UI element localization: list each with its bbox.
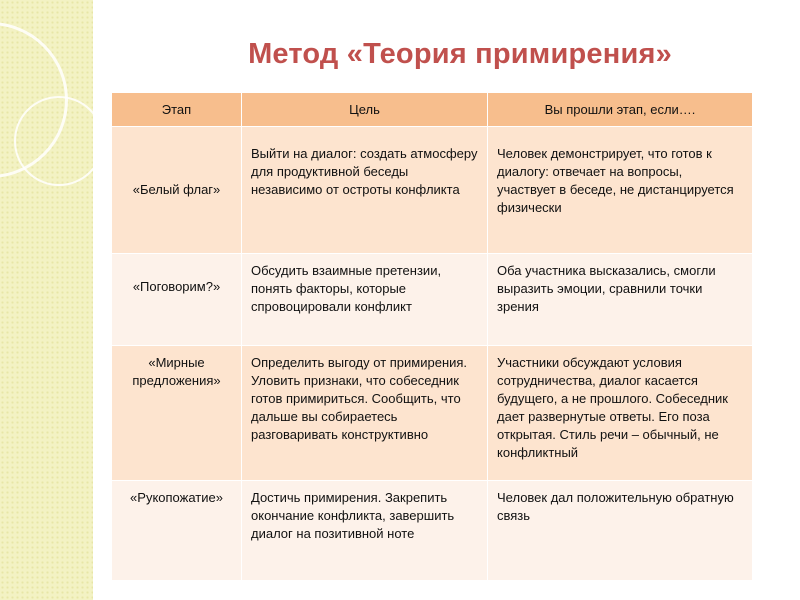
stage-cell: «Поговорим?» (112, 254, 242, 346)
goal-cell: Определить выгоду от примирения. Уловить признаки, что собеседник готов примириться. Сообщить, что дальше вы собираетесь разговаривать конструктивно (242, 346, 488, 481)
stages-table (111, 92, 753, 581)
header-passed-if: Вы прошли этап, если…. (488, 93, 753, 127)
decorative-circle-small (14, 96, 104, 186)
table-row (112, 254, 753, 346)
passed-if-cell: Оба участника высказались, смогли выразить эмоции, сравнили точки зрения (488, 254, 753, 346)
table-header-row (112, 93, 753, 127)
slide-title: Метод «Теория примирения» (248, 38, 672, 70)
table-row (112, 481, 753, 581)
goal-cell: Достичь примирения. Закрепить окончание конфликта, завершить диалог на позитивной ноте (242, 481, 488, 581)
stage-cell: «Мирные предложения» (112, 346, 242, 481)
goal-cell: Обсудить взаимные претензии, понять факторы, которые спровоцировали конфликт (242, 254, 488, 346)
goal-cell: Выйти на диалог: создать атмосферу для продуктивной беседы независимо от остроты конфликта (242, 127, 488, 254)
stage-cell: «Белый флаг» (112, 127, 242, 254)
table-row (112, 127, 753, 254)
passed-if-cell: Участники обсуждают условия сотрудничества, диалог касается будущего, а не прошлого. Собеседник дает развернутые ответы. Его поза открытая. Стиль речи – обычный, не конфликтный (488, 346, 753, 481)
passed-if-cell: Человек демонстрирует, что готов к диалогу: отвечает на вопросы, участвует в беседе, не дистанцируется физически (488, 127, 753, 254)
table-row (112, 346, 753, 481)
decorative-side-band (0, 0, 93, 600)
passed-if-cell: Человек дал положительную обратную связь (488, 481, 753, 581)
header-stage: Этап (112, 93, 242, 127)
stage-cell: «Рукопожатие» (112, 481, 242, 581)
header-goal: Цель (242, 93, 488, 127)
